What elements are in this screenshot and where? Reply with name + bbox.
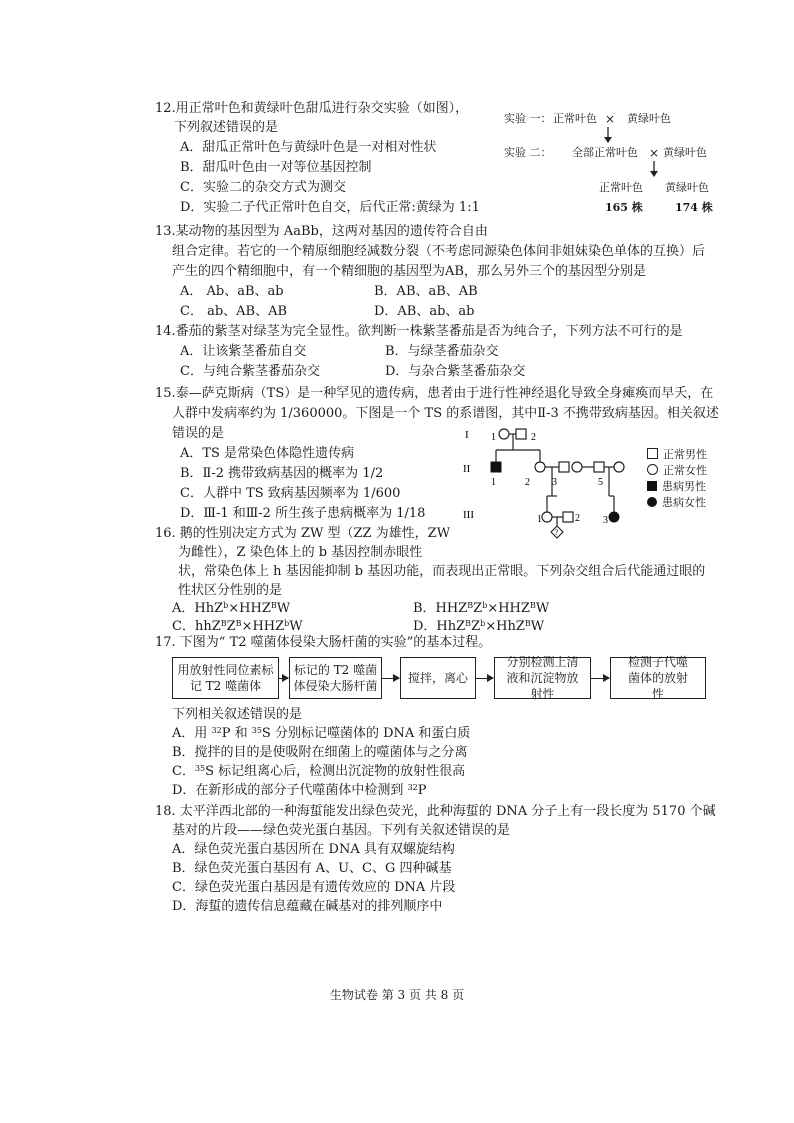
- q16-option-d: D．$HhZ^BZ^b\times HhZ^BW$: [413, 619, 545, 634]
- count-normal: 165 株: [605, 201, 643, 214]
- legend-normal-male-icon: [647, 448, 658, 459]
- svg-text:2: 2: [575, 513, 580, 524]
- q13-option-d: D．AB、ab、ab: [374, 304, 475, 319]
- q14-stem: 14.番茄的紫茎对绿茎为完全显性。欲判断一株紫茎番茄是否为纯合子，下列方法不可行的是: [155, 324, 683, 339]
- legend-normal-female: 正常女性: [663, 464, 707, 477]
- svg-text:3: 3: [603, 515, 608, 526]
- III-2-male: [563, 512, 573, 522]
- I-1-female: [499, 429, 509, 439]
- q14-option-b: B．与绿茎番茄杂交: [385, 344, 499, 359]
- exp2-arrow: [646, 160, 662, 178]
- q16-option-a: A．$HhZ^b\times HHZ^BW$: [172, 601, 291, 616]
- q17-lead: 下列相关叙述错误的是: [172, 707, 303, 722]
- q14-option-c: C．与纯合紫茎番茄杂交: [180, 364, 320, 379]
- flow-step-1: 用放射性同位素标记 T2 噬菌体: [172, 657, 279, 699]
- q18-stem-line2: 基对的片段——绿色荧光蛋白基因。下列有关叙述错误的是: [172, 823, 511, 838]
- q14-option-d: D．与杂合紫茎番茄杂交: [385, 364, 526, 379]
- q12-option-a: A．甜瓜正常叶色与黄绿叶色是一对相对性状: [180, 140, 437, 155]
- II-6-female: [614, 462, 624, 472]
- legend-affected-male-icon: [647, 481, 657, 491]
- II-2-female: [535, 462, 545, 472]
- q18-stem-line1: 18. 太平洋西北部的一种海蜇能发出绿色荧光，此种海蜇的 DNA 分子上有一段长度为 5170 个碱: [155, 804, 716, 819]
- II-1-affected-male: [491, 462, 501, 472]
- III-1-female: [542, 512, 552, 522]
- II-4-female: [572, 462, 582, 472]
- svg-text:3: 3: [552, 477, 557, 488]
- q13-stem-line1: 13.某动物的基因型为 AaBb，这两对基因的遗传符合自由: [155, 224, 488, 239]
- svg-text:1: 1: [491, 477, 496, 488]
- q15-option-c: C．人群中 TS 致病基因频率为 1/600: [180, 486, 401, 501]
- q15-option-b: B．Ⅱ-2 携带致病基因的概率为 1/2: [180, 466, 384, 481]
- q15-stem-line1: 15.泰—萨克斯病（TS）是一种罕见的遗传病，患者由于进行性神经退化导致全身瘫痪而早夭，在: [155, 386, 714, 401]
- offspring-normal: 正常叶色: [599, 181, 643, 194]
- flow-step-5: 检测子代噬菌体的放射性: [610, 657, 706, 699]
- legend-affected-female: 患病女性: [662, 496, 706, 509]
- flow-arrow-2: [382, 678, 399, 679]
- q16-stem-line4: 性状区分性别的是: [178, 583, 283, 598]
- gen-label-1: I: [465, 429, 469, 441]
- q12-stem-line1: 12.用正常叶色和黄绿叶色甜瓜进行杂交实验（如图），: [155, 101, 469, 116]
- q13-option-b: B．AB、aB、AB: [374, 284, 478, 299]
- q16-stem-line2: 为雌性），Z 染色体上的 b 基因控制赤眼性: [178, 545, 423, 560]
- q13-stem-line3: 产生的四个精细胞中，有一个精细胞的基因型为AB，那么另外三个的基因型分别是: [172, 264, 646, 279]
- flow-step-4: 分别检测上清液和沉淀物放射性: [494, 657, 591, 699]
- svg-text:1: 1: [491, 432, 496, 443]
- II-5-male: [594, 462, 604, 472]
- exp1-parent1: 正常叶色: [553, 112, 597, 125]
- page-footer: 生物试卷 第 3 页 共 8 页: [329, 988, 465, 1002]
- q13-option-c: C． ab、AB、AB: [180, 304, 288, 319]
- flow-arrow-3: [476, 678, 493, 679]
- gen-label-3: III: [463, 509, 474, 521]
- q13-option-a: A． Ab、aB、ab: [180, 284, 284, 299]
- q12-option-b: B．甜瓜叶色由一对等位基因控制: [180, 160, 372, 175]
- q12-option-c: C．实验二的杂交方式为测交: [180, 180, 346, 195]
- svg-text:1: 1: [537, 514, 542, 525]
- q15-option-d: D．Ⅲ-1 和Ⅲ-2 所生孩子患病概率为 1/18: [180, 506, 426, 521]
- svg-text:2: 2: [525, 477, 530, 488]
- svg-text:2: 2: [531, 432, 536, 443]
- q16-stem-line3: 状，常染色体上 h 基因能抑制 b 基因功能，而表现出正常眼。下列杂交组合后代能通过眼的: [178, 564, 706, 579]
- q17-option-b: B．搅拌的目的是使吸附在细菌上的噬菌体与之分离: [172, 745, 468, 760]
- I-2-male: [516, 429, 526, 439]
- q16-option-b: B．$HHZ^BZ^b\times HHZ^BW$: [413, 601, 550, 616]
- q17-option-d: D．在新形成的部分子代噬菌体中检测到 $^{32}$P: [172, 783, 427, 798]
- legend-affected-female-icon: [647, 497, 657, 507]
- q14-option-a: A．让该紫茎番茄自交: [180, 344, 307, 359]
- svg-text:5: 5: [598, 477, 603, 488]
- exp1-label: 实验 一：: [504, 112, 552, 125]
- q16-stem-line1: 16. 鹅的性别决定方式为 ZW 型（ZZ 为雄性，ZW: [155, 526, 451, 541]
- offspring-yellowgreen: 黄绿叶色: [665, 181, 709, 194]
- II-3-male: [559, 462, 569, 472]
- legend-affected-male: 患病男性: [662, 480, 706, 493]
- q15-option-a: A．TS 是常染色体隐性遗传病: [180, 446, 355, 461]
- exp1-arrow: [600, 126, 616, 144]
- flow-step-3: 搅拌，离心: [400, 657, 476, 699]
- q17-option-c: C．$^{35}$S 标记组离心后，检测出沉淀物的放射性很高: [172, 764, 466, 779]
- legend-normal-female-icon: [647, 464, 658, 475]
- q12-option-d: D．实验二子代正常叶色自交，后代正常:黄绿为 1:1: [180, 200, 480, 215]
- exp2-parent2: 黄绿叶色: [663, 146, 707, 159]
- flow-arrow-4: [591, 678, 609, 679]
- svg-text:?: ?: [554, 528, 559, 537]
- exp2-label: 实验 二：: [504, 146, 552, 159]
- exp1-cross: ×: [605, 112, 616, 126]
- flow-step-2: 标记的 T2 噬菌体侵染大肠杆菌: [289, 657, 382, 699]
- q16-option-c: C．$hhZ^BZ^B\times HHZ^bW$: [172, 619, 303, 634]
- q18-option-c: C．绿色荧光蛋白基因是有遗传效应的 DNA 片段: [172, 880, 456, 895]
- q18-option-d: D．海蜇的遗传信息蕴藏在碱基对的排列顺序中: [172, 899, 443, 914]
- III-3-affected-female: [609, 512, 619, 522]
- q17-option-a: A．用 $^{32}$P 和 $^{35}$S 分别标记噬菌体的 DNA 和蛋白质: [172, 726, 471, 741]
- exp1-parent2: 黄绿叶色: [627, 112, 671, 125]
- pedigree-chart: [455, 420, 655, 550]
- exp2-parent1: 全部正常叶色: [572, 146, 638, 159]
- q15-stem-line3: 错误的是: [172, 426, 225, 441]
- q18-option-a: A．绿色荧光蛋白基因所在 DNA 具有双螺旋结构: [172, 842, 455, 857]
- q12-stem-line2: 下列叙述错误的是: [174, 120, 279, 135]
- flow-arrow-1: [279, 678, 288, 679]
- legend-normal-male: 正常男性: [663, 448, 707, 461]
- q17-stem: 17. 下图为“ T2 噬菌体侵染大肠杆菌的实验”的基本过程。: [155, 635, 492, 650]
- gen-label-2: II: [463, 463, 471, 475]
- q13-stem-line2: 组合定律。若它的一个精原细胞经减数分裂（不考虑同源染色体间非姐妹染色单体的互换）后: [172, 244, 706, 259]
- count-yellowgreen: 174 株: [675, 201, 713, 214]
- exp2-cross: ×: [649, 146, 660, 160]
- q15-stem-line2: 人群中发病率约为 1/360000。下图是一个 TS 的系谱图，其中Ⅱ-3 不携带致病基因。相关叙述: [172, 406, 719, 421]
- q18-option-b: B．绿色荧光蛋白基因有 A、U、C、G 四种碱基: [172, 861, 452, 876]
